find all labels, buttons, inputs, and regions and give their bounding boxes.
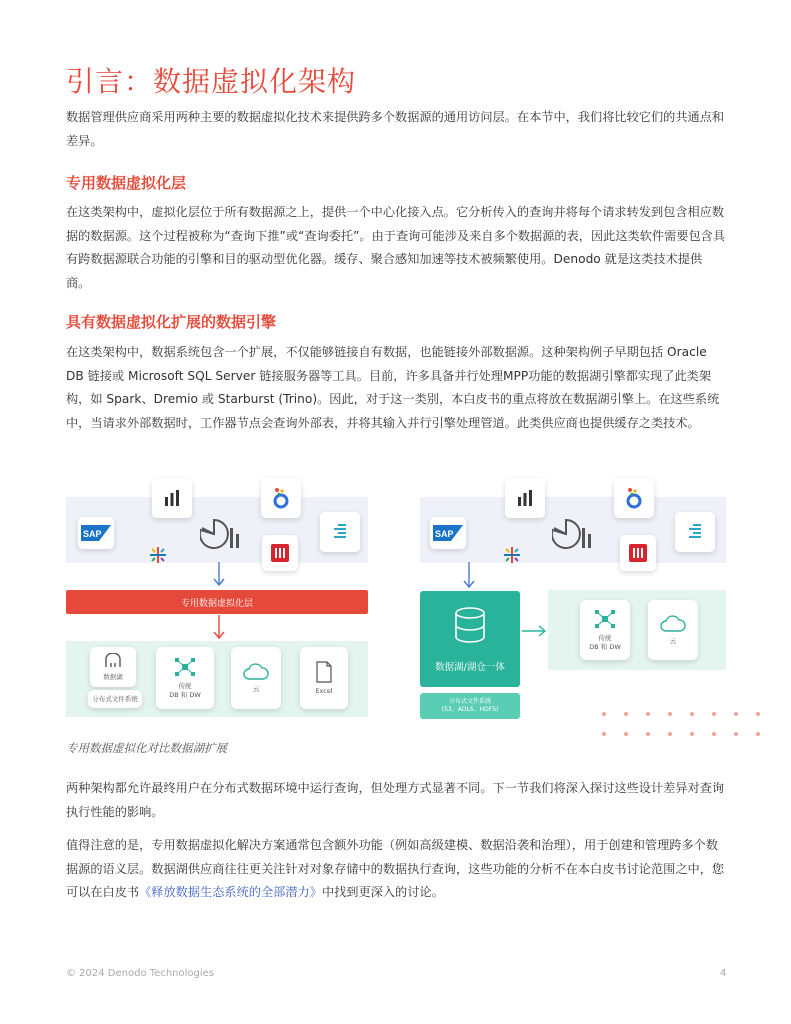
section1-heading: 专用数据虚拟化层 bbox=[66, 174, 187, 192]
powerbi-icon bbox=[505, 478, 545, 518]
dfs-box bbox=[420, 693, 520, 719]
section2-heading: 具有数据虚拟化扩展的数据引擎 bbox=[66, 313, 277, 331]
arrow-down-red-icon bbox=[212, 615, 226, 641]
paragraph-4 bbox=[66, 834, 726, 905]
database-icon bbox=[453, 607, 487, 645]
dfs-sublabel: (S3、ADLS、HDFS) bbox=[441, 706, 499, 713]
cloud-icon bbox=[660, 615, 686, 633]
sap-text: SAP bbox=[83, 529, 102, 539]
pie-bar-icon bbox=[552, 518, 596, 554]
paragraph-3: 两种架构都允许最终用户在分布式数据环境中运行查询，但处理方式显著不同。下一节我们将深入探讨这些设计差异对查询执行性能的影响。 bbox=[66, 781, 725, 819]
source-cloud bbox=[648, 600, 698, 660]
data-lake-box bbox=[420, 591, 520, 687]
paragraph-4-text: 值得注意的是，专用数据虚拟化解决方案通常包含额外功能（例如高级建模、数据沿袭和治理），用于创建和管理跨多个数据源的语义层。数据湖供应商往往更关注针对对象存储中的数据执行查询，这些功能的分析不在本白皮书讨论范围之中，您可以在白皮书 bbox=[66, 838, 725, 899]
page-number: 4 bbox=[720, 968, 727, 979]
tableau-icon bbox=[502, 545, 522, 569]
source-label: Excel bbox=[315, 686, 333, 695]
intro-paragraph: 数据管理供应商采用两种主要的数据虚拟化技术来提供跨多个数据源的通用访问层。在本节中，我们将比较它们的共通点和差异。 bbox=[66, 110, 725, 148]
list-chart-icon bbox=[675, 512, 715, 552]
network-icon bbox=[173, 656, 197, 678]
source-traditional-db bbox=[156, 647, 214, 709]
source-label: 数据湖 bbox=[103, 672, 123, 681]
elephant-icon bbox=[103, 653, 123, 669]
section2-body: 在这类架构中，数据系统包含一个扩展，不仅能够链接自有数据，也能链接外部数据源。这种架构例子早期包括 Oracle DB 链接或 Microsoft SQL Server 链接服务器等工具。目前，许多具备并行处理MPP功能的数据湖引擎都实现了此类架构，如 Spark、Dremio 或 Starburst (Trino)。因此，对于这一类别，本白皮书的重点将放在数据湖引擎上。在这些系统中，当请求外部数据时，工作器节点会查询外部表，并将其输入并行引擎处理管道。此类供应商也提供缓存之类技术。 bbox=[66, 345, 720, 430]
source-cloud bbox=[231, 647, 281, 709]
microstrategy-icon bbox=[262, 535, 298, 571]
dfs-label: 分布式文件系统 bbox=[448, 698, 491, 705]
source-excel bbox=[300, 647, 348, 709]
pie-bar-icon bbox=[200, 518, 244, 554]
arrow-right-icon bbox=[522, 624, 548, 638]
footer-copyright: © 2024 Denodo Technologies bbox=[66, 968, 214, 979]
source-label: 传统 DB 和 DW bbox=[169, 682, 201, 699]
virtualization-layer-bar: 专用数据虚拟化层 bbox=[66, 590, 368, 614]
lake-label: 数据湖/湖仓一体 bbox=[435, 662, 505, 673]
source-traditional-db bbox=[580, 600, 630, 660]
powerbi-icon bbox=[152, 478, 192, 518]
sap-icon bbox=[78, 517, 114, 549]
whitepaper-link[interactable]: 《释放数据生态系统的全部潜力》 bbox=[139, 885, 322, 899]
source-data-lake bbox=[90, 647, 136, 687]
source-label: 传统 DB 和 DW bbox=[589, 634, 621, 651]
microstrategy-icon bbox=[620, 535, 656, 571]
sources-band bbox=[548, 590, 726, 670]
looker-icon bbox=[614, 478, 654, 518]
cloud-icon bbox=[243, 663, 269, 681]
arrow-down-icon bbox=[212, 562, 226, 588]
paragraph-4-suffix: 中找到更深入的讨论。 bbox=[321, 885, 444, 899]
page-title: 引言：数据虚拟化架构 bbox=[66, 65, 357, 98]
arrow-down-icon bbox=[462, 562, 476, 590]
looker-icon bbox=[261, 478, 301, 518]
network-icon bbox=[593, 608, 617, 630]
decorative-dots bbox=[600, 708, 766, 740]
file-icon bbox=[315, 661, 333, 683]
source-dfs bbox=[88, 690, 142, 708]
section1-body: 在这类架构中，虚拟化层位于所有数据源之上，提供一个中心化接入点。它分析传入的查询并将每个请求转发到包含相应数据的数据源。这个过程被称为“查询下推”或“查询委托”。由于查询可能涉及来自多个数据源的表，因此这类软件需要包含具有跨数据源联合功能的引擎和目的驱动型优化器。缓存、聚合感知加速等技术被频繁使用。Denodo 就是这类技术提供商。 bbox=[66, 205, 726, 290]
sap-text: SAP bbox=[435, 529, 454, 539]
source-label: 云 bbox=[669, 636, 677, 645]
tableau-icon bbox=[148, 545, 168, 569]
sap-icon bbox=[430, 517, 466, 549]
source-label: 分布式文件系统 bbox=[92, 694, 138, 703]
figure-caption: 专用数据虚拟化对比数据湖扩展 bbox=[66, 741, 227, 755]
list-chart-icon bbox=[320, 512, 360, 552]
source-label: 云 bbox=[252, 684, 260, 693]
